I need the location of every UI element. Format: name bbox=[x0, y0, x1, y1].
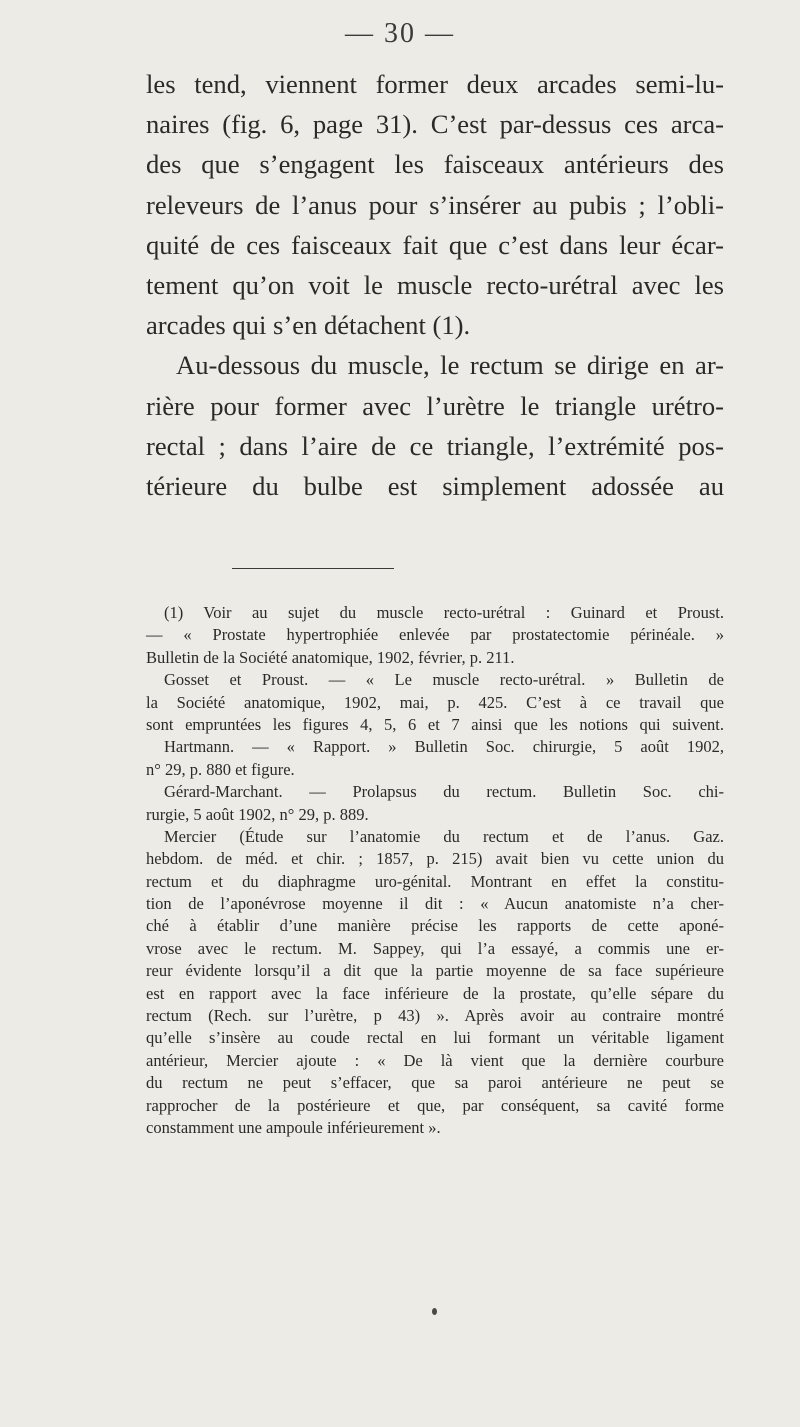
page-number: — 30 — bbox=[345, 18, 455, 49]
text-line: térieure du bulbe est simplement adossée au bbox=[146, 470, 724, 501]
text-line: releveurs de l’anus pour s’insérer au pubis ; l’obli- bbox=[146, 189, 724, 220]
footnote-line: — « Prostate hypertrophiée enlevée par prostatectomie périnéale. » bbox=[146, 625, 724, 645]
footnote-line: rectum et du diaphragme uro-génital. Montrant en effet la constitu- bbox=[146, 871, 724, 891]
footnote-line: reur évidente lorsqu’il a dit que la partie moyenne de sa face supérieure bbox=[146, 961, 724, 981]
footnote-line: du rectum ne peut s’effacer, que sa paroi antérieure ne peut se bbox=[146, 1073, 724, 1093]
footnote-line: rapprocher de la postérieure et que, par conséquent, sa cavité forme bbox=[146, 1095, 724, 1115]
text-line: rière pour former avec l’urètre le triangle urétro- bbox=[146, 390, 724, 421]
footnote-line: antérieur, Mercier ajoute : « De là vient que la dernière courbure bbox=[146, 1050, 724, 1070]
main-text bbox=[146, 64, 724, 506]
text-line: Au-dessous du muscle, le rectum se dirige en ar- bbox=[176, 350, 724, 381]
text-line: des que s’engagent les faisceaux antérieurs des bbox=[146, 149, 724, 180]
footnote-line: est en rapport avec la face inférieure de la prostate, qu’elle sépare du bbox=[146, 983, 724, 1003]
footnote-line: n° 29, p. 880 et figure. bbox=[146, 759, 295, 779]
footnote-line: rurgie, 5 août 1902, n° 29, p. 889. bbox=[146, 804, 369, 824]
footnote-line: hebdom. de méd. et chir. ; 1857, p. 215) avait bien vu cette union du bbox=[146, 849, 724, 869]
footnote-separator bbox=[232, 568, 394, 569]
footnote-line: (1) Voir au sujet du muscle recto-urétral : Guinard et Proust. bbox=[164, 603, 724, 622]
footnote-line: Mercier (Étude sur l’anatomie du rectum et de l’anus. Gaz. bbox=[164, 826, 724, 846]
footnote-line: sont empruntées les figures 4, 5, 6 et 7 ainsi que les notions qui suivent. bbox=[146, 714, 724, 734]
ink-speck bbox=[432, 1308, 437, 1315]
footnote-line: tion de l’aponévrose moyenne il dit : « Aucun anatomiste n’a cher- bbox=[146, 894, 724, 914]
footnote-line: Gérard-Marchant. — Prolapsus du rectum. Bulletin Soc. chi- bbox=[164, 782, 724, 802]
text-line: rectal ; dans l’aire de ce triangle, l’extrémité pos- bbox=[146, 430, 724, 461]
footnote-line: Hartmann. — « Rapport. » Bulletin Soc. chirurgie, 5 août 1902, bbox=[164, 737, 724, 757]
text-line: quité de ces faisceaux fait que c’est dans leur écar- bbox=[146, 229, 724, 260]
footnote-line: qu’elle s’insère au coude rectal en lui formant un véritable ligament bbox=[146, 1028, 724, 1048]
footnote-line: constamment une ampoule inférieurement ». bbox=[146, 1117, 441, 1137]
footnote-line: Gosset et Proust. — « Le muscle recto-urétral. » Bulletin de bbox=[164, 670, 724, 690]
text-line: tement qu’on voit le muscle recto-urétral avec les bbox=[146, 269, 724, 300]
text-line: arcades qui s’en détachent (1). bbox=[146, 310, 471, 341]
text-line: les tend, viennent former deux arcades semi-lu- bbox=[146, 69, 724, 99]
footnote-line: vrose avec le rectum. M. Sappey, qui l’a essayé, a commis une er- bbox=[146, 938, 724, 958]
footnote-line: Bulletin de la Société anatomique, 1902, février, p. 211. bbox=[146, 647, 515, 667]
footnote-line: la Société anatomique, 1902, mai, p. 425. C’est à ce travail que bbox=[146, 692, 724, 712]
footnote-line: ché à établir d’une manière précise les rapports de cette aponé- bbox=[146, 916, 724, 936]
text-line: naires (fig. 6, page 31). C’est par-dessus ces arca- bbox=[146, 109, 724, 140]
footnotes bbox=[146, 602, 724, 1139]
footnote-line: rectum (Rech. sur l’urètre, p 43) ». Après avoir au contraire montré bbox=[146, 1006, 724, 1026]
